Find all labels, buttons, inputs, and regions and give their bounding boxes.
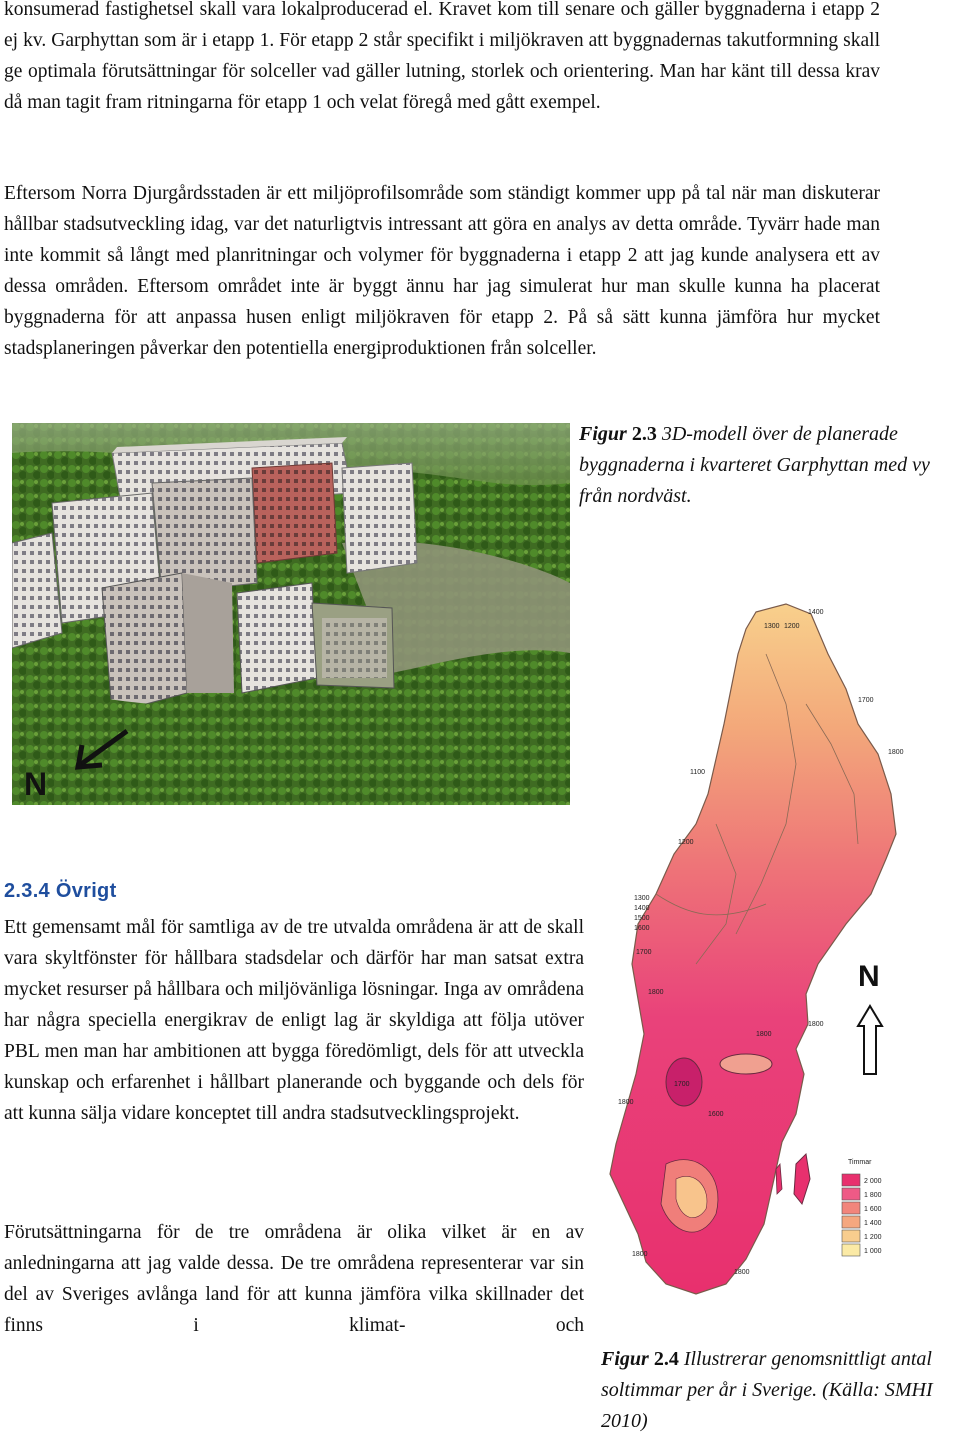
legend-value: 2 000 [864, 1178, 882, 1185]
legend-swatch [842, 1174, 860, 1186]
figure-sunshine-map [596, 594, 916, 1334]
isoline-label: 1400 [808, 609, 824, 616]
caption-number: 2.3 [631, 423, 657, 445]
isoline-label: 1300 [634, 895, 650, 902]
caption-number: 2.4 [653, 1348, 679, 1370]
paragraph-solar-requirements: konsumerad fastighetsel skall vara lokalproducerad el. Kravet kom till senare och gäller byggnaderna i etapp 2 ej kv. Garphyttan som är i etapp 1. För etapp 2 står specifikt i miljökraven att byggnadernas takutformning skall ge optimala förutsättningar för solceller vad gäller lutning, storlek och orientering. Man har känt till dessa krav då man tagit fram ritningarna för etapp 1 och velat föregå med gått exempel. [4, 0, 880, 113]
figure-2-3-caption [579, 419, 959, 512]
legend-value: 1 400 [864, 1220, 882, 1227]
map-north-label: N [858, 960, 880, 993]
legend-value: 1 200 [864, 1234, 882, 1241]
isoline-label: 1800 [734, 1269, 750, 1276]
isoline-label: 1300 [764, 623, 780, 630]
paragraph-norra-djurgardsstaden: Eftersom Norra Djurgårdsstaden är ett miljöprofilsområde som ständigt kommer upp på tal när man diskuterar hållbar stadsutveckling idag, var det naturligtvis intressant att göra en analys av detta område. Tyvärr hade man inte kommit så långt med planritningar och volymer för byggnaderna i etapp 2 att jag kunde analysera ett av dessa områden. Eftersom området inte är byggt ännu har jag simulerat hur man skulle kunna ha placerat byggnaderna för att anpassa husen enligt miljökraven för etapp 2. På så sätt kunna jämföra hur mycket stadsplaneringen påverkar den potentiella energiproduktionen från solceller. [4, 183, 880, 359]
north-arrow-icon [858, 1006, 882, 1074]
isoline-label: 1600 [708, 1111, 724, 1118]
isoline-label: 1800 [632, 1251, 648, 1258]
figure-2-4-caption [601, 1344, 951, 1437]
isoline-label: 1700 [674, 1081, 690, 1088]
section-heading: 2.3.4 Övrigt [4, 880, 117, 902]
isoline-label: 1200 [784, 623, 800, 630]
legend-value: 1 600 [864, 1206, 882, 1213]
isoline-label: 1800 [756, 1031, 772, 1038]
3d-model-illustration [12, 423, 570, 805]
caption-text: Illustrerar genomsnittligt antal soltimmar per år i Sverige. (Källa: SMHI 2010) [601, 1348, 933, 1432]
legend-swatch [842, 1230, 860, 1242]
legend-swatch [842, 1244, 860, 1256]
map-legend [842, 1159, 882, 1256]
caption-text: 3D-modell över de planerade byggnaderna i kvarteret Garphyttan med vy från nordväst. [579, 423, 930, 507]
figure-3d-model-image [12, 423, 570, 805]
isoline-label: 1800 [618, 1099, 634, 1106]
paragraph-common-goal: Ett gemensamt mål för samtliga av de tre utvalda områdena är att de skall vara skyltfönster för hållbara stadsdelar och därför har man satsat extra mycket resurser på hållbara och miljövänliga lösningar. Inga av områdena har några speciella energikrav de enligt lag är skyldiga att följa utöver PBL men man har ambitionen att bygga föredömligt, dels för att utveckla kunskap och erfarenhet i hållbart planerande och byggande och dels för att kunna sälja vidare konceptet till andra stadsutvecklingsprojekt. [4, 917, 584, 1124]
legend-value: 1 800 [864, 1192, 882, 1199]
sweden-sunshine-map [596, 594, 916, 1334]
legend-value: 1 000 [864, 1248, 882, 1255]
isoline-label: 1700 [636, 949, 652, 956]
legend-title: Timmar [848, 1159, 872, 1166]
caption-label: Figur [579, 423, 627, 445]
legend-swatch [842, 1202, 860, 1214]
isoline-label: 1400 [634, 905, 650, 912]
north-label: N [24, 766, 48, 802]
isoline-label: 1100 [690, 769, 706, 776]
legend-swatch [842, 1216, 860, 1228]
caption-label: Figur [601, 1348, 649, 1370]
isoline-label: 1600 [634, 925, 650, 932]
isoline-label: 1200 [678, 839, 694, 846]
isoline-label: 1500 [634, 915, 650, 922]
paragraph-differences: Förutsättningarna för de tre områdena är olika vilket är en av anledningarna att jag valde dessa. De tre områdena representerar var sin del av Sveriges avlånga land för att kunna jämföra vilka skillnader det finns i klimat- och [4, 1222, 584, 1336]
legend-swatch [842, 1188, 860, 1200]
isoline-label: 1800 [888, 749, 904, 756]
isoline-label: 1800 [808, 1021, 824, 1028]
isoline-label: 1800 [648, 989, 664, 996]
isoline-label: 1700 [858, 697, 874, 704]
